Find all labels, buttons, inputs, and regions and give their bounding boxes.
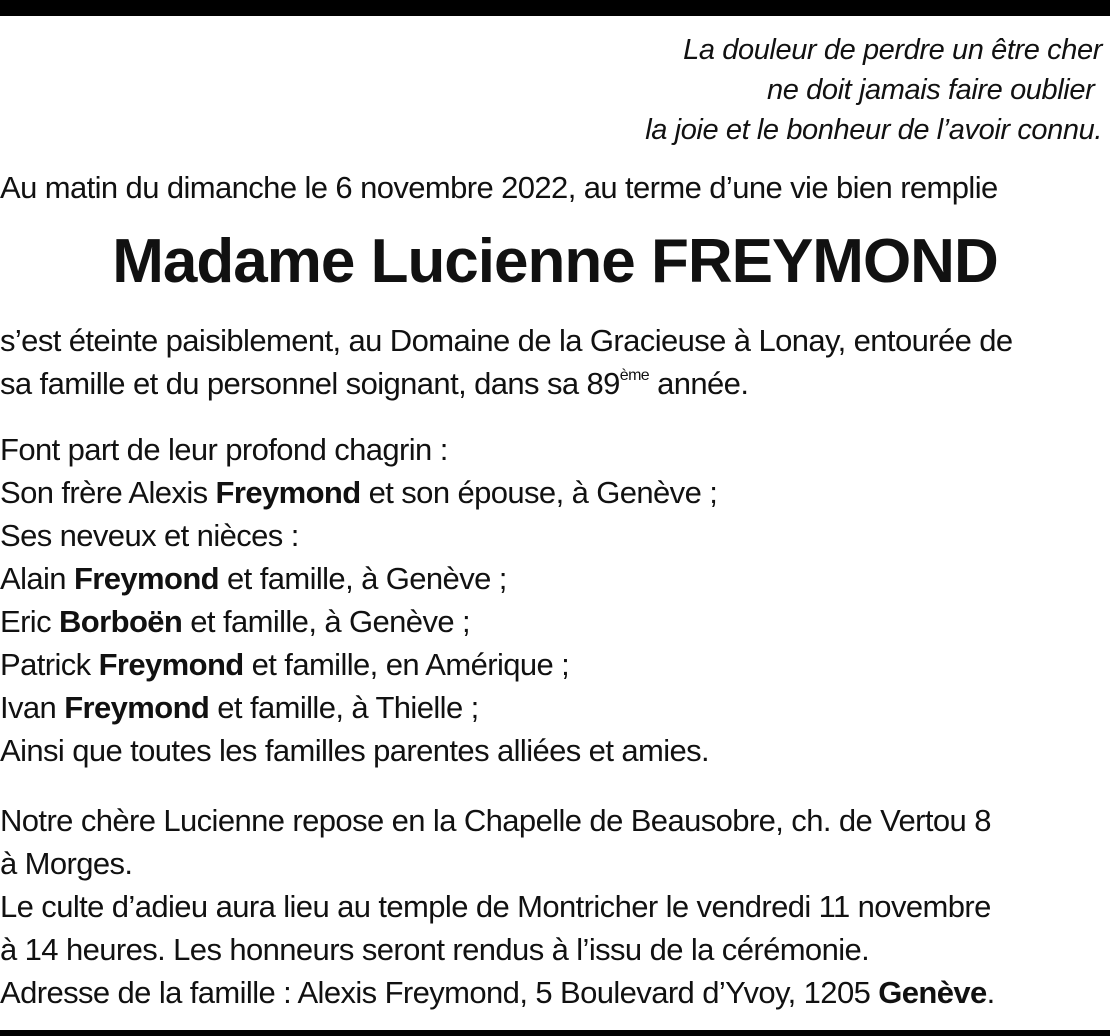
- intro-sentence: Au matin du dimanche le 6 novembre 2022, au terme d’une vie bien remplie: [0, 170, 998, 205]
- epigraph-quote: [402, 30, 1102, 150]
- family-heading: Font part de leur profond chagrin :: [0, 432, 448, 467]
- member-details: et famille, en Amérique ;: [243, 647, 570, 682]
- service-line: Le culte d’adieu aura lieu au temple de Montricher le vendredi 11 novembre: [0, 889, 991, 924]
- family-list: [0, 428, 717, 772]
- member-surname: Freymond: [98, 647, 244, 682]
- member-surname: Freymond: [73, 561, 220, 596]
- service-details: [0, 799, 995, 1014]
- top-border-rule: [0, 0, 1110, 16]
- address-text: .: [986, 975, 995, 1010]
- announcement-text: sa famille et du personnel soignant, dans sa 89: [0, 366, 620, 401]
- announcement-text: année.: [649, 366, 749, 401]
- family-closing: Ainsi que toutes les familles parentes alliées et amies.: [0, 733, 710, 768]
- member-details: et famille, à Genève ;: [182, 604, 471, 639]
- member-first-name: Ivan: [0, 690, 65, 725]
- address-text: Adresse de la famille : Alexis Freymond, 5 Boulevard d’Yvoy, 1205: [0, 975, 879, 1010]
- family-member: [0, 643, 717, 686]
- member-details: et son épouse, à Genève ;: [360, 475, 718, 510]
- nephews-heading: Ses neveux et nièces :: [0, 518, 299, 553]
- family-member: [0, 600, 717, 643]
- member-surname: Freymond: [64, 690, 210, 725]
- member-surname: Freymond: [215, 475, 361, 510]
- member-first-name: Alain: [0, 561, 74, 596]
- member-first-name: Patrick: [0, 647, 99, 682]
- announcement-line: s’est éteinte paisiblement, au Domaine de la Gracieuse à Lonay, entourée de: [0, 323, 1013, 358]
- member-first-name: Son frère Alexis: [0, 475, 216, 510]
- epigraph-line: La douleur de perdre un être cher: [683, 34, 1102, 66]
- ordinal-suffix: ème: [619, 367, 650, 384]
- member-surname: Borboën: [59, 604, 183, 639]
- family-address: [0, 971, 995, 1014]
- bottom-border-rule: [0, 1030, 1110, 1036]
- deceased-name: Madame Lucienne FREYMOND: [112, 227, 998, 296]
- family-member: [0, 471, 717, 514]
- epigraph-line: la joie et le bonheur de l’avoir connu.: [645, 114, 1102, 146]
- member-first-name: Eric: [0, 604, 60, 639]
- family-member: [0, 557, 717, 600]
- service-line: à 14 heures. Les honneurs seront rendus à l’issu de la cérémonie.: [0, 932, 870, 967]
- member-details: et famille, à Thielle ;: [209, 690, 479, 725]
- rest-location-line: à Morges.: [0, 846, 133, 881]
- family-member: [0, 686, 717, 729]
- address-city: Genève: [878, 975, 987, 1010]
- announcement-paragraph: [0, 319, 1013, 405]
- epigraph-line: ne doit jamais faire oublier: [767, 74, 1102, 106]
- member-details: et famille, à Genève ;: [219, 561, 507, 596]
- rest-location-line: Notre chère Lucienne repose en la Chapelle de Beausobre, ch. de Vertou 8: [0, 803, 991, 838]
- announcement-line: [0, 362, 1013, 405]
